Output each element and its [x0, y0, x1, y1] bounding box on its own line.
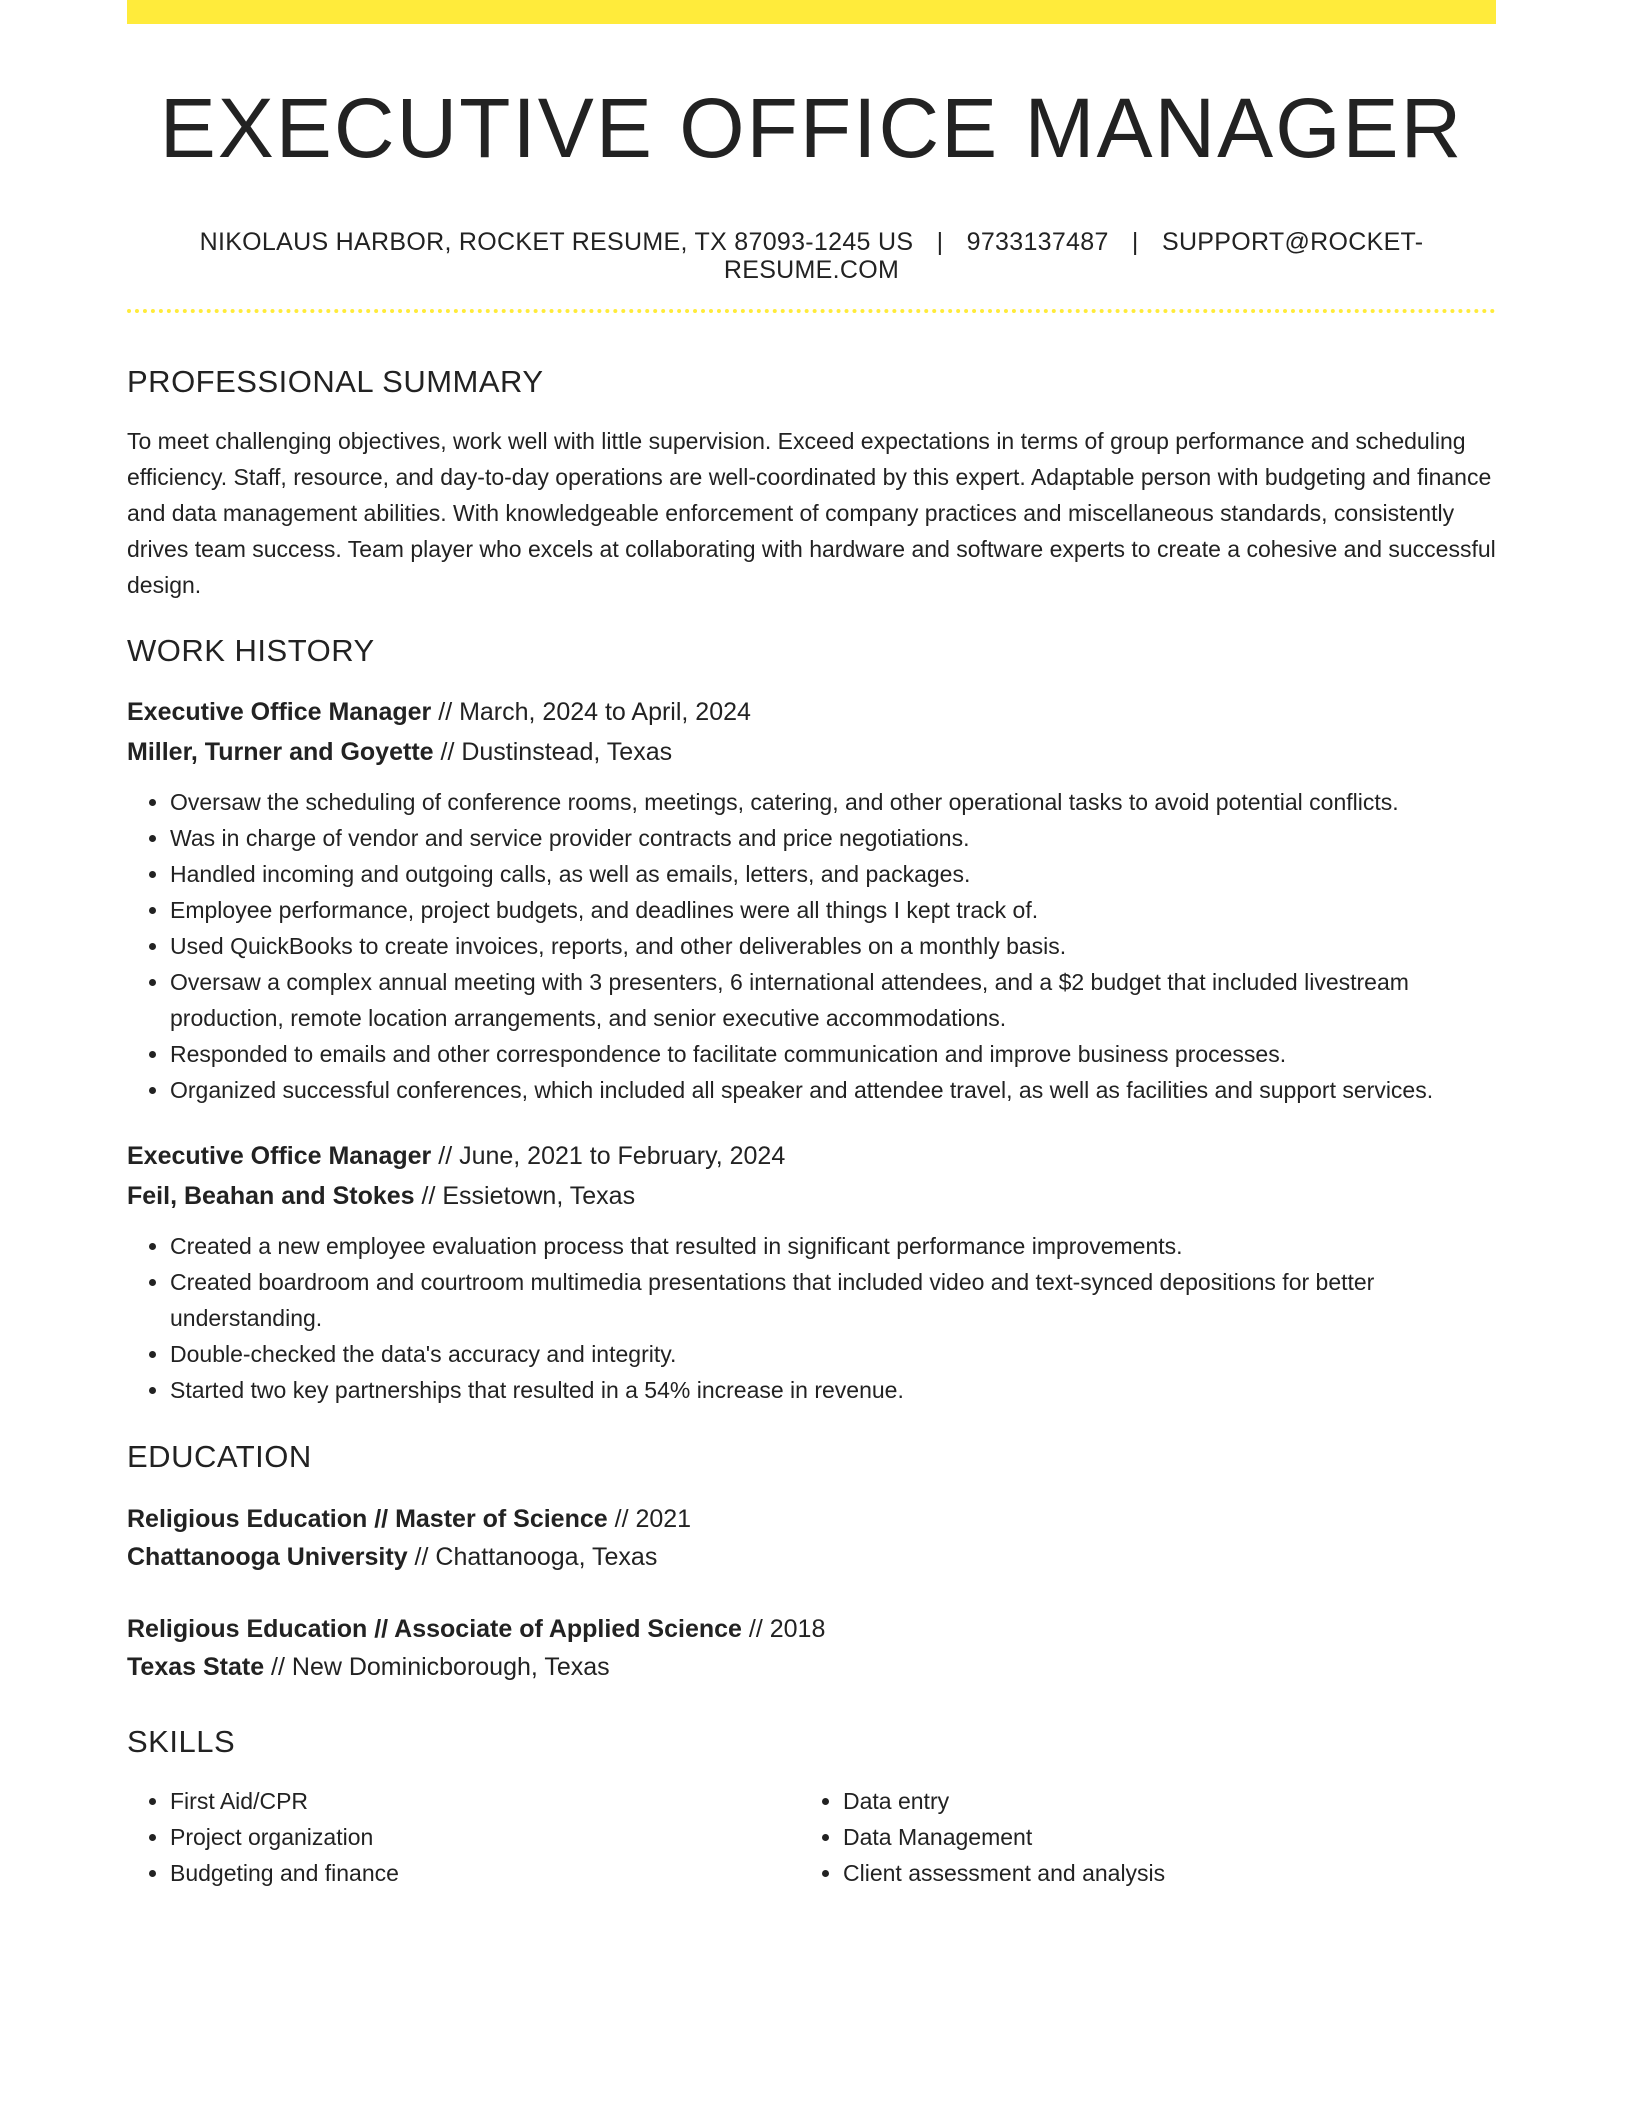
top-accent-bar — [127, 0, 1496, 24]
education-year: // 2018 — [741, 1615, 826, 1643]
list-item: • Double-checked the data's accuracy and integrity. — [170, 1336, 1496, 1372]
skills-column-left — [127, 1783, 800, 1891]
contact-phone: 9733137487 — [966, 228, 1109, 256]
job-entry — [127, 692, 1496, 1108]
list-item: • Created a new employee evaluation process that resulted in significant performance improvements. — [170, 1228, 1496, 1264]
section-title-skills: SKILLS — [127, 1724, 236, 1759]
list-item: • Oversaw the scheduling of conference rooms, meetings, catering, and other operational tasks to avoid potential conflicts. — [170, 784, 1496, 820]
skills-column-right — [800, 1783, 1473, 1891]
job-company-line — [127, 732, 1496, 772]
list-item: • Data Management — [843, 1819, 1473, 1855]
contact-separator: | — [1131, 228, 1139, 256]
job-company: Miller, Turner and Goyette — [127, 738, 434, 766]
education-entry — [127, 1610, 1496, 1686]
resume-page — [127, 0, 1496, 1891]
job-location: // Dustinstead, Texas — [433, 738, 673, 766]
job-company-line — [127, 1176, 1496, 1216]
job-entry — [127, 1136, 1496, 1408]
education-entry — [127, 1500, 1496, 1576]
job-location: // Essietown, Texas — [414, 1182, 636, 1210]
education-school-line — [127, 1538, 1496, 1576]
education-degree-line — [127, 1500, 1496, 1538]
list-item: • Budgeting and finance — [170, 1855, 800, 1891]
list-item: • Client assessment and analysis — [843, 1855, 1473, 1891]
job-company: Feil, Beahan and Stokes — [127, 1182, 415, 1210]
job-bullets — [127, 784, 1496, 1108]
list-item: • First Aid/CPR — [170, 1783, 800, 1819]
list-item: • Data entry — [843, 1783, 1473, 1819]
resume-title: EXECUTIVE OFFICE MANAGER — [159, 81, 1464, 175]
list-item: • Was in charge of vendor and service provider contracts and price negotiations. — [170, 820, 1496, 856]
education-location: // New Dominicborough, Texas — [264, 1653, 610, 1681]
list-item: • Started two key partnerships that resulted in a 54% increase in revenue. — [170, 1372, 1496, 1408]
list-item: • Organized successful conferences, which included all speaker and attendee travel, as well as facilities and support services. — [170, 1072, 1496, 1108]
section-title-work-history: WORK HISTORY — [127, 633, 375, 668]
list-item: • Oversaw a complex annual meeting with 3 presenters, 6 international attendees, and a $2 budget that included livestream production, remote location arrangements, and senior executive accommodations. — [170, 964, 1496, 1036]
job-position: Executive Office Manager — [127, 698, 432, 726]
section-title-education: EDUCATION — [127, 1439, 312, 1474]
contact-email: SUPPORT@ROCKET-RESUME.COM — [723, 228, 1424, 284]
education-location: // Chattanooga, Texas — [407, 1543, 658, 1571]
education-school-line — [127, 1648, 1496, 1686]
skills-list — [127, 1783, 1496, 1891]
job-dates: // June, 2021 to February, 2024 — [431, 1142, 786, 1170]
list-item: • Handled incoming and outgoing calls, as well as emails, letters, and packages. — [170, 856, 1496, 892]
job-position-line — [127, 692, 1496, 732]
education-year: // 2021 — [607, 1505, 692, 1533]
education-degree: Religious Education // Master of Science — [127, 1505, 608, 1533]
list-item: • Created boardroom and courtroom multimedia presentations that included video and text-synced depositions for better understanding. — [170, 1264, 1496, 1336]
list-item: • Project organization — [170, 1819, 800, 1855]
contact-separator: | — [936, 228, 944, 256]
job-dates: // March, 2024 to April, 2024 — [431, 698, 751, 726]
job-bullets — [127, 1228, 1496, 1408]
contact-address: NIKOLAUS HARBOR, ROCKET RESUME, TX 87093-1245 US — [199, 228, 914, 256]
education-degree-line — [127, 1610, 1496, 1648]
list-item: • Responded to emails and other correspondence to facilitate communication and improve business processes. — [170, 1036, 1496, 1072]
list-item: • Used QuickBooks to create invoices, reports, and other deliverables on a monthly basis. — [170, 928, 1496, 964]
education-degree: Religious Education // Associate of Applied Science — [127, 1615, 742, 1643]
summary-text: To meet challenging objectives, work well with little supervision. Exceed expectations in terms of group performance and scheduling efficiency. Staff, resource, and day-to-day operations are well-coordinated by this expert. Adaptable person with budgeting and finance and data management abilities. With knowledgeable enforcement of company practices and miscellaneous standards, consistently drives team success. Team player who excels at collaborating with hardware and software experts to create a cohesive and successful design. — [127, 428, 1496, 598]
education-school: Texas State — [127, 1653, 265, 1681]
education-school: Chattanooga University — [127, 1543, 408, 1571]
job-position: Executive Office Manager — [127, 1142, 432, 1170]
section-title-summary: PROFESSIONAL SUMMARY — [127, 364, 544, 399]
contact-line — [127, 229, 1496, 284]
list-item: • Employee performance, project budgets, and deadlines were all things I kept track of. — [170, 892, 1496, 928]
job-position-line — [127, 1136, 1496, 1176]
header-divider — [127, 309, 1496, 313]
